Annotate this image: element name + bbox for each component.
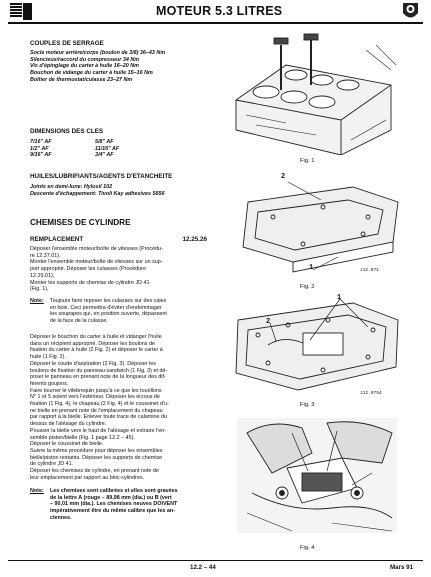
chemises-heading: CHEMISES DE CYLINDRE: [30, 218, 131, 227]
fig4-caption: Fig. 4: [300, 545, 315, 551]
fig3-code: J12 0754: [360, 391, 382, 396]
note-label: Note:: [30, 488, 44, 494]
note-line: – 90,01 mm (dia.). Les chemises neuves DOIVENT: [50, 501, 178, 508]
note-line: de la lettre A (rouge – 89,98 mm (dia.) ou B (vert: [50, 494, 172, 501]
dim-cell: 7/16" AF: [30, 139, 52, 145]
para-line: (Fig. 1).: [30, 286, 49, 293]
header-rule: [8, 22, 423, 24]
note-line: Toujours faire reposer les culasses sur des cales: [50, 298, 167, 304]
para-line: Déposer le bouchon du carter à huile et vidanger l'huile: [30, 334, 162, 340]
jaguar-emblem-icon: [400, 1, 421, 22]
dim-cell: 3/4" AF: [95, 152, 114, 159]
page-title: MOTEUR 5.3 LITRES: [156, 4, 283, 18]
couple-line: Silencieux/raccord du compresseur 34 Nm: [30, 56, 140, 63]
procedure-code: 12.25.26: [182, 236, 207, 243]
dims-heading: DIMENSIONS DES CLES: [30, 128, 104, 135]
para-line: re 12.37.01).: [30, 252, 61, 259]
para-line: leur emplacement par rapport au bloc-cylindres.: [30, 474, 145, 481]
manual-logo: [10, 3, 32, 20]
para-line: bielle/piston restants. Déposer les supports de chemise: [30, 454, 163, 461]
page-number: 12.2 – 44: [190, 564, 216, 571]
para-line: boulons de fixation du panneau sandwich (1 Fig. 3) et dé-: [30, 367, 168, 374]
fig2-code: J12 071: [360, 268, 379, 273]
note-2: [50, 488, 210, 522]
para-line: par rapport à la bielle. Enlever toute trace de calamine du: [30, 414, 167, 421]
dim-cell: 11/16" AF: [95, 145, 120, 152]
couple-line: Vis d'épinglage du carter à huile 16–20 Nm: [30, 63, 139, 70]
fig2-callout-1: 1: [309, 264, 314, 272]
para-line: de cylindre JD 41.: [30, 461, 74, 468]
couple-line: Boîtier de thermostat/culasse 23–27 Nm: [30, 76, 133, 83]
fig1-caption: Fig. 1: [300, 158, 315, 164]
fig2-caption: Fig. 2: [300, 284, 315, 290]
huile-line: Joints en demi-lune: Hylosil 102: [30, 184, 113, 190]
para-2: [30, 334, 210, 481]
note-label: Note:: [30, 298, 44, 304]
fig1-illustration: [226, 30, 401, 155]
footer-rule: [8, 560, 423, 561]
fig4-illustration: [232, 413, 402, 541]
page-date: Mars 91: [390, 564, 414, 571]
note-1: [50, 298, 210, 325]
note-line: ciennes.: [50, 514, 72, 521]
fig3-callout-1: 1: [337, 294, 342, 302]
couples-heading: COUPLES DE SERRAGE: [30, 40, 104, 47]
para-line: Faire tourner le vilebrequin jusqu'à ce que les tourillons: [30, 387, 162, 394]
para-line: Déposer le coussinet de bielle.: [30, 441, 104, 448]
dim-cell: 9/16" AF: [30, 152, 52, 159]
fig3-illustration: [228, 295, 403, 400]
note-line: de la face de la culasse.: [50, 318, 108, 325]
para-line: dans un récipient approprié. Déposer les boulons de: [30, 340, 155, 347]
para-line: 12.29.01).: [30, 272, 55, 279]
chemises-sub: REMPLACEMENT: [30, 236, 84, 243]
fig3-callout-2: 2: [266, 318, 271, 326]
para-1: [30, 246, 207, 293]
para-line: poser le panneau en prenant note de la longueur des dif-: [30, 374, 166, 381]
para-line: férents goujons.: [30, 380, 69, 387]
huile-line: Descente d'échappement: Tivoli Kay adhesives 5656: [30, 190, 165, 197]
note-line: en bois. Ceci permettra d'éviter d'endommager: [50, 304, 162, 311]
couple-line: Bouchon de vidange du carter à huile 15–16 Nm: [30, 70, 153, 77]
para-line: Monter l'ensemble moteur/boîte de vitesses sur un sup-: [30, 259, 163, 266]
para-line: N° 1 et 5 soient vers l'extérieur. Déposer les écrous de: [30, 394, 160, 401]
para-line: Déposer les chemises de cylindre, en prenant note de: [30, 468, 159, 475]
para-line: huile (1 Fig. 2).: [30, 354, 66, 361]
dim-cell: 1/2" AF: [30, 145, 49, 152]
para-line: semble piston/bielle (Fig. 1 page 12.2 – 45).: [30, 434, 135, 441]
para-line: Monter les supports de chemise de cylindre JD 41: [30, 279, 150, 286]
fig3-caption: Fig. 3: [300, 402, 315, 408]
note-line: Les chemises sont calibrées et elles sont gravées: [50, 488, 178, 494]
fig2-illustration: [233, 172, 403, 277]
para-line: fixation (1 Fig. 4), le chapeau (2 Fig. 4) et le coussinet d'u-: [30, 401, 169, 408]
para-line: dessus de l'alésage du cylindre.: [30, 421, 107, 428]
dim-cell: 5/8" AF: [95, 139, 114, 145]
para-line: Suivre la même procédure pour déposer les ensembles: [30, 447, 163, 454]
note-line: les soupapes qui, en position ouverte, dépassent: [50, 311, 167, 318]
para-line: Déposer l'ensemble moteur/boîte de vitesses (Procédu-: [30, 246, 163, 252]
huiles-heading: HUILES/LUBRIFIANTS/AGENTS D'ETANCHEITE: [30, 173, 173, 180]
couple-line: Socle moteur arrière/corps (boulon de 3/8) 36–43 Nm: [30, 50, 166, 56]
para-line: ne bielle en prenant note de l'emplacement du chapeau: [30, 407, 163, 414]
para-line: port approprié. Déposer les culasses (Procédure: [30, 266, 146, 273]
note-line: impérativement être du même calibre que les an-: [50, 508, 175, 515]
para-line: Pousser la bielle vers le haut de l'alésage et extraire l'en-: [30, 427, 167, 434]
fig2-callout-2: 2: [281, 173, 286, 181]
para-line: Déposer le coude d'aspiration (2 Fig. 3). Déposer les: [30, 360, 156, 367]
para-line: fixation du carter à huile (2 Fig. 2) et déposer le carter à: [30, 347, 163, 354]
